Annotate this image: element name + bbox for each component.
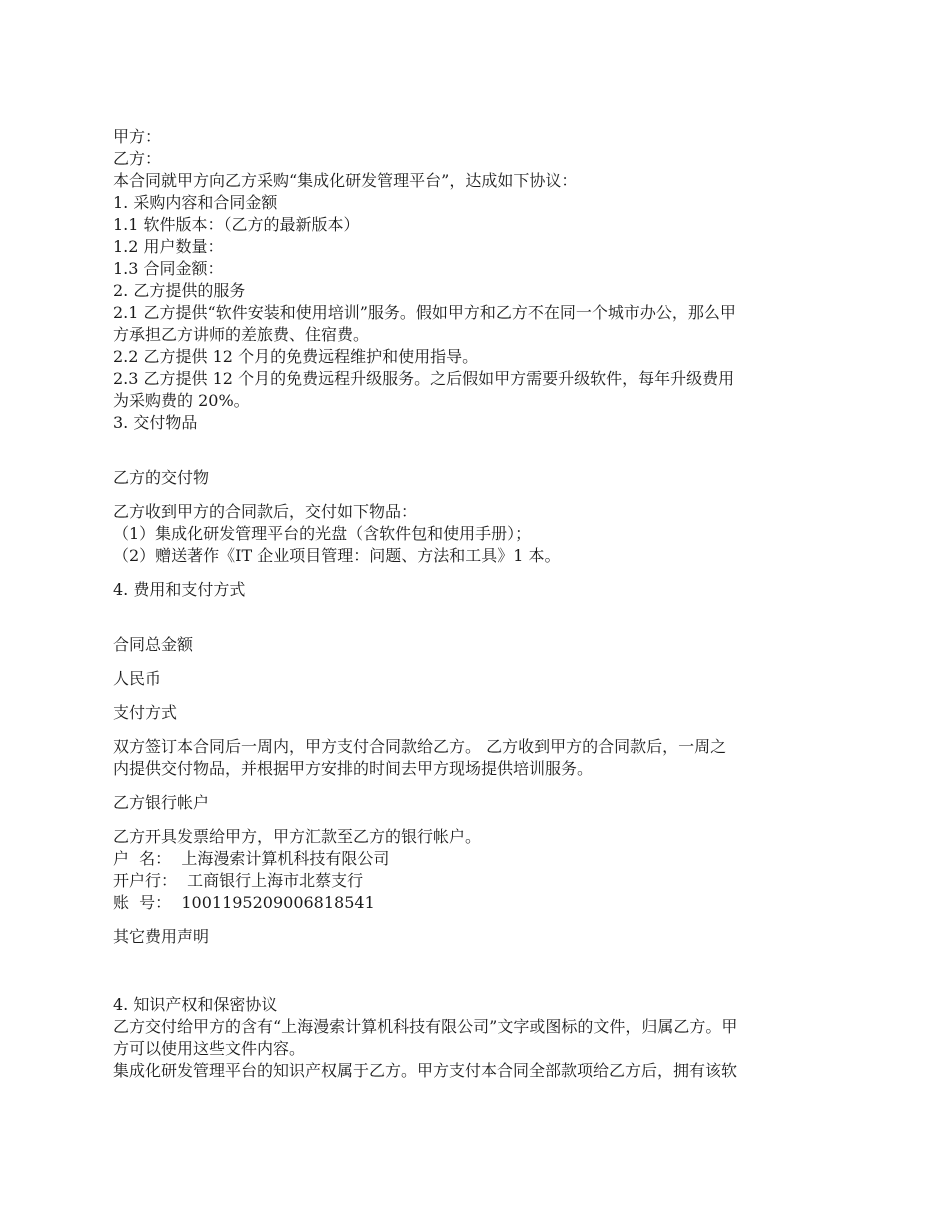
other-fees-heading: 其它费用声明 [113,927,210,946]
payment-text-line-2: 内提供交付物品，并根据甲方安排的时间去甲方现场提供培训服务。 [113,759,594,778]
bank-account-name: 户 名： 上海漫索计算机科技有限公司 [113,849,390,868]
clause-2-3-line-1: 2.3 乙方提供 12 个月的免费远程升级服务。之后假如甲方需要升级软件，每年升级费用 [113,369,735,388]
bank-account-number: 账 号： 1001195209006818541 [113,893,375,912]
currency-label: 人民币 [113,669,162,688]
party-a-label: 甲方： [113,127,162,146]
section-1-title: 1. 采购内容和合同金额 [113,193,278,212]
ip-clause-2-line-1: 集成化研发管理平台的知识产权属于乙方。甲方支付本合同全部款项给乙方后，拥有该软 [113,1061,738,1080]
clause-1-2: 1.2 用户数量： [113,237,224,256]
bank-branch: 开户行： 工商银行上海市北蔡支行 [113,871,364,890]
party-b-label: 乙方： [113,149,162,168]
ip-clause-1-line-2: 方可以使用这些文件内容。 [113,1039,306,1058]
payment-method-heading: 支付方式 [113,703,178,722]
contract-intro: 本合同就甲方向乙方采购“集成化研发管理平台”，达成如下协议： [113,171,578,190]
clause-2-1-line-2: 方承担乙方讲师的差旅费、住宿费。 [113,325,370,344]
ip-clause-1-line-1: 乙方交付给甲方的含有“上海漫索计算机科技有限公司”文字或图标的文件，归属乙方。甲 [113,1017,738,1036]
section-3-title: 3. 交付物品 [113,413,198,432]
bank-intro: 乙方开具发票给甲方，甲方汇款至乙方的银行帐户。 [113,827,482,846]
contract-document [113,126,843,1082]
payment-text-line-1: 双方签订本合同后一周内，甲方支付合同款给乙方。 乙方收到甲方的合同款后，一周之 [113,737,727,756]
clause-1-1: 1.1 软件版本：（乙方的最新版本） [113,215,360,234]
section-4-title: 4. 费用和支付方式 [113,580,246,599]
clause-2-3-line-2: 为采购费的 20%。 [113,391,250,410]
clause-2-2: 2.2 乙方提供 12 个月的免费远程维护和使用指导。 [113,347,479,366]
clause-1-3: 1.3 合同金额： [113,259,224,278]
deliverables-intro: 乙方收到甲方的合同款后，交付如下物品： [113,502,418,521]
deliverable-item-1: （1）集成化研发管理平台的光盘（含软件包和使用手册）； [113,524,532,543]
ip-section-title: 4. 知识产权和保密协议 [113,995,278,1014]
deliverables-heading: 乙方的交付物 [113,468,210,487]
deliverable-item-2: （2）赠送著作《IT 企业项目管理：问题、方法和工具》1 本。 [113,546,561,565]
clause-2-1-line-1: 2.1 乙方提供“软件安装和使用培训”服务。假如甲方和乙方不在同一个城市办公，那么甲 [113,303,736,322]
bank-account-heading: 乙方银行帐户 [113,793,210,812]
section-2-title: 2. 乙方提供的服务 [113,281,246,300]
total-amount-heading: 合同总金额 [113,635,194,654]
